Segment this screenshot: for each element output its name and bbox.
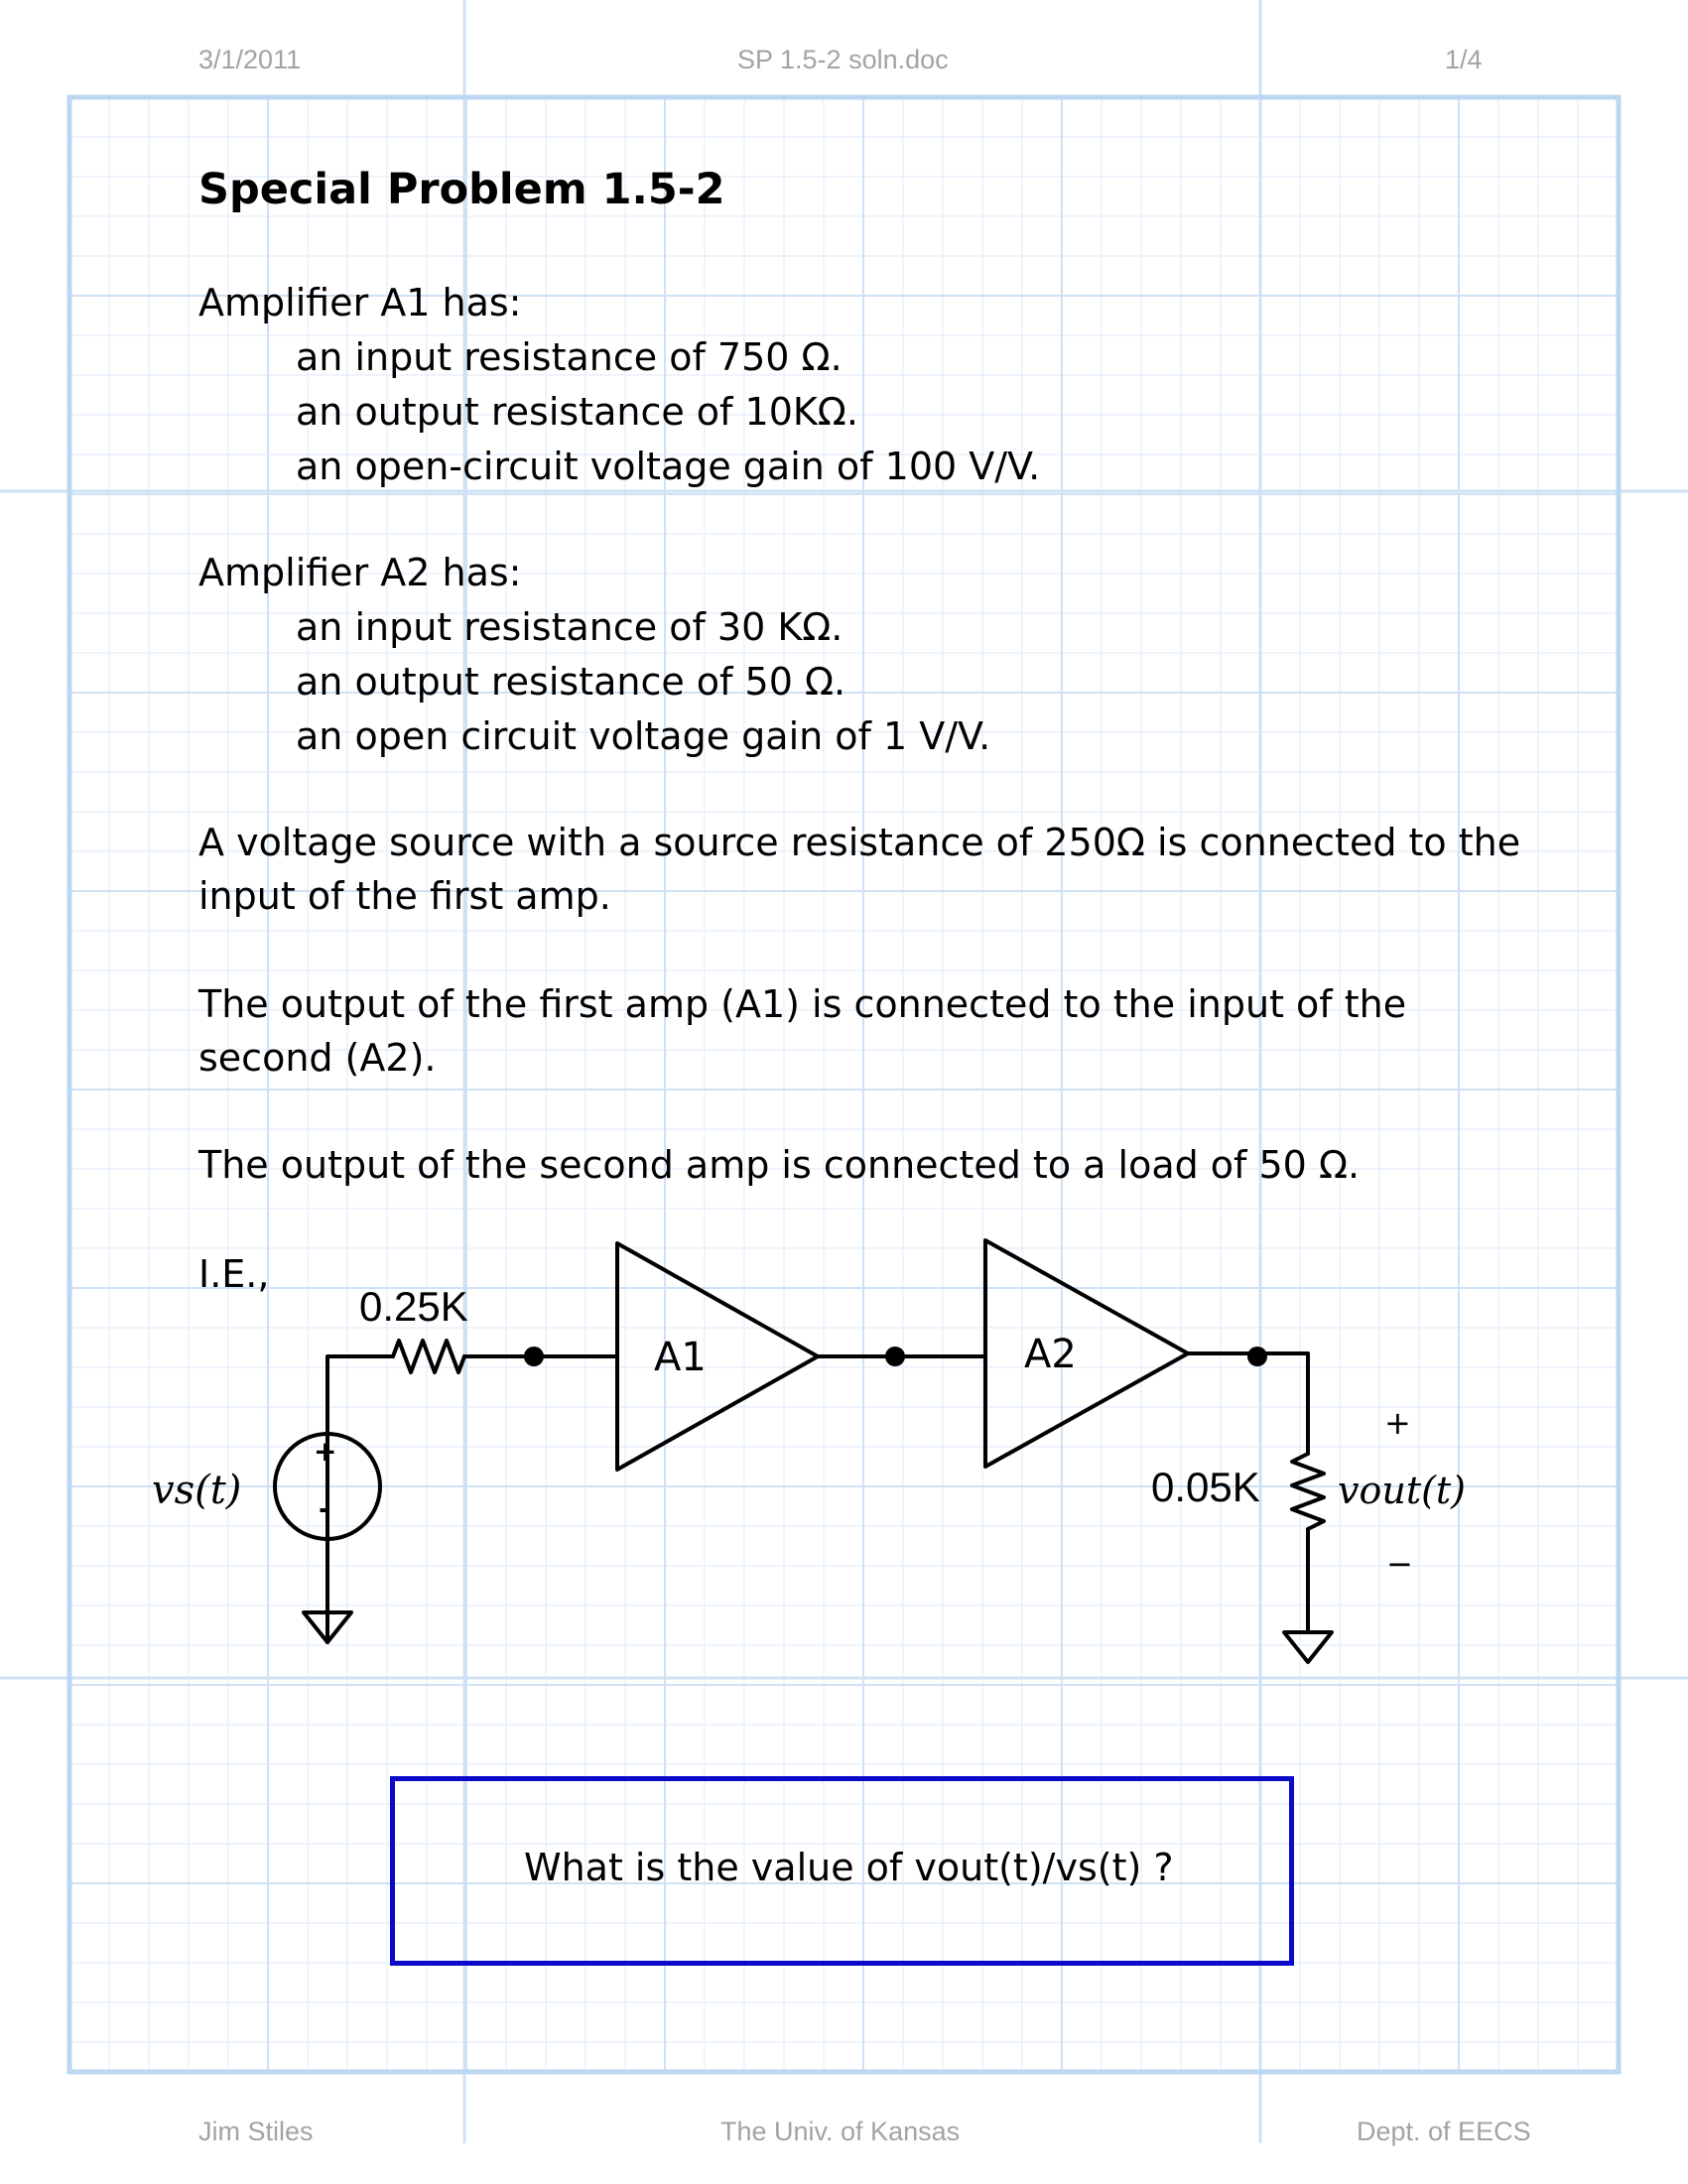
output-voltage-label: vout(t) — [1338, 1469, 1467, 1512]
amp-a2-heading: Amplifier A2 has: — [198, 551, 522, 594]
paragraph-load: The output of the second amp is connected to a load of 50 Ω. — [198, 1143, 1361, 1187]
question-text: What is the value of vout(t)/vs(t) ? — [524, 1846, 1174, 1889]
amp-a1-spec: an output resistance of 10KΩ. — [296, 390, 858, 434]
header-page-number: 1/4 — [1445, 45, 1483, 74]
paragraph-source: A voltage source with a source resistance of 250Ω is connected to the — [198, 821, 1521, 864]
amp-a1-heading: Amplifier A1 has: — [198, 281, 522, 324]
footer-department: Dept. of EECS — [1357, 2117, 1531, 2146]
source-voltage-label: vs(t) — [152, 1468, 242, 1513]
load-resistor-symbol — [1292, 1454, 1324, 1529]
wire-source-top — [327, 1356, 393, 1642]
output-plus-sign: + — [1384, 1404, 1411, 1442]
page-title: Special Problem 1.5-2 — [198, 165, 725, 214]
ground-symbol-load — [1284, 1632, 1332, 1662]
footer-university: The Univ. of Kansas — [720, 2117, 961, 2146]
amp-a2-spec: an input resistance of 30 KΩ. — [296, 605, 844, 649]
amp-a1-label: A1 — [654, 1335, 707, 1380]
node-dot — [1247, 1347, 1267, 1366]
paragraph-cascade: second (A2). — [198, 1036, 437, 1080]
amp-a2-spec: an open circuit voltage gain of 1 V/V. — [296, 714, 991, 758]
header-date: 3/1/2011 — [198, 45, 302, 74]
source-resistor-symbol — [393, 1341, 464, 1372]
source-resistor-label: 0.25K — [359, 1283, 468, 1330]
amp-a2-spec: an output resistance of 50 Ω. — [296, 660, 846, 704]
wire-a2-to-load — [1188, 1353, 1308, 1454]
header-filename: SP 1.5-2 soln.doc — [737, 45, 949, 74]
paragraph-cascade: The output of the first amp (A1) is connected to the input of the — [198, 982, 1407, 1026]
amplifier-a2-symbol — [985, 1240, 1188, 1467]
ie-label: I.E., — [198, 1252, 270, 1296]
paragraph-source: input of the first amp. — [198, 874, 611, 918]
amplifier-a1-symbol — [617, 1243, 818, 1470]
footer-author: Jim Stiles — [198, 2117, 314, 2146]
load-resistor-label: 0.05K — [1151, 1464, 1260, 1510]
source-plus-sign: + — [314, 1435, 337, 1468]
amp-a2-label: A2 — [1024, 1332, 1077, 1377]
node-dot — [885, 1347, 905, 1366]
amp-a1-spec: an input resistance of 750 Ω. — [296, 335, 843, 379]
output-minus-sign: − — [1386, 1545, 1413, 1583]
node-dot — [524, 1347, 544, 1366]
amp-a1-spec: an open-circuit voltage gain of 100 V/V. — [296, 445, 1041, 488]
source-minus-sign: - — [319, 1492, 330, 1525]
